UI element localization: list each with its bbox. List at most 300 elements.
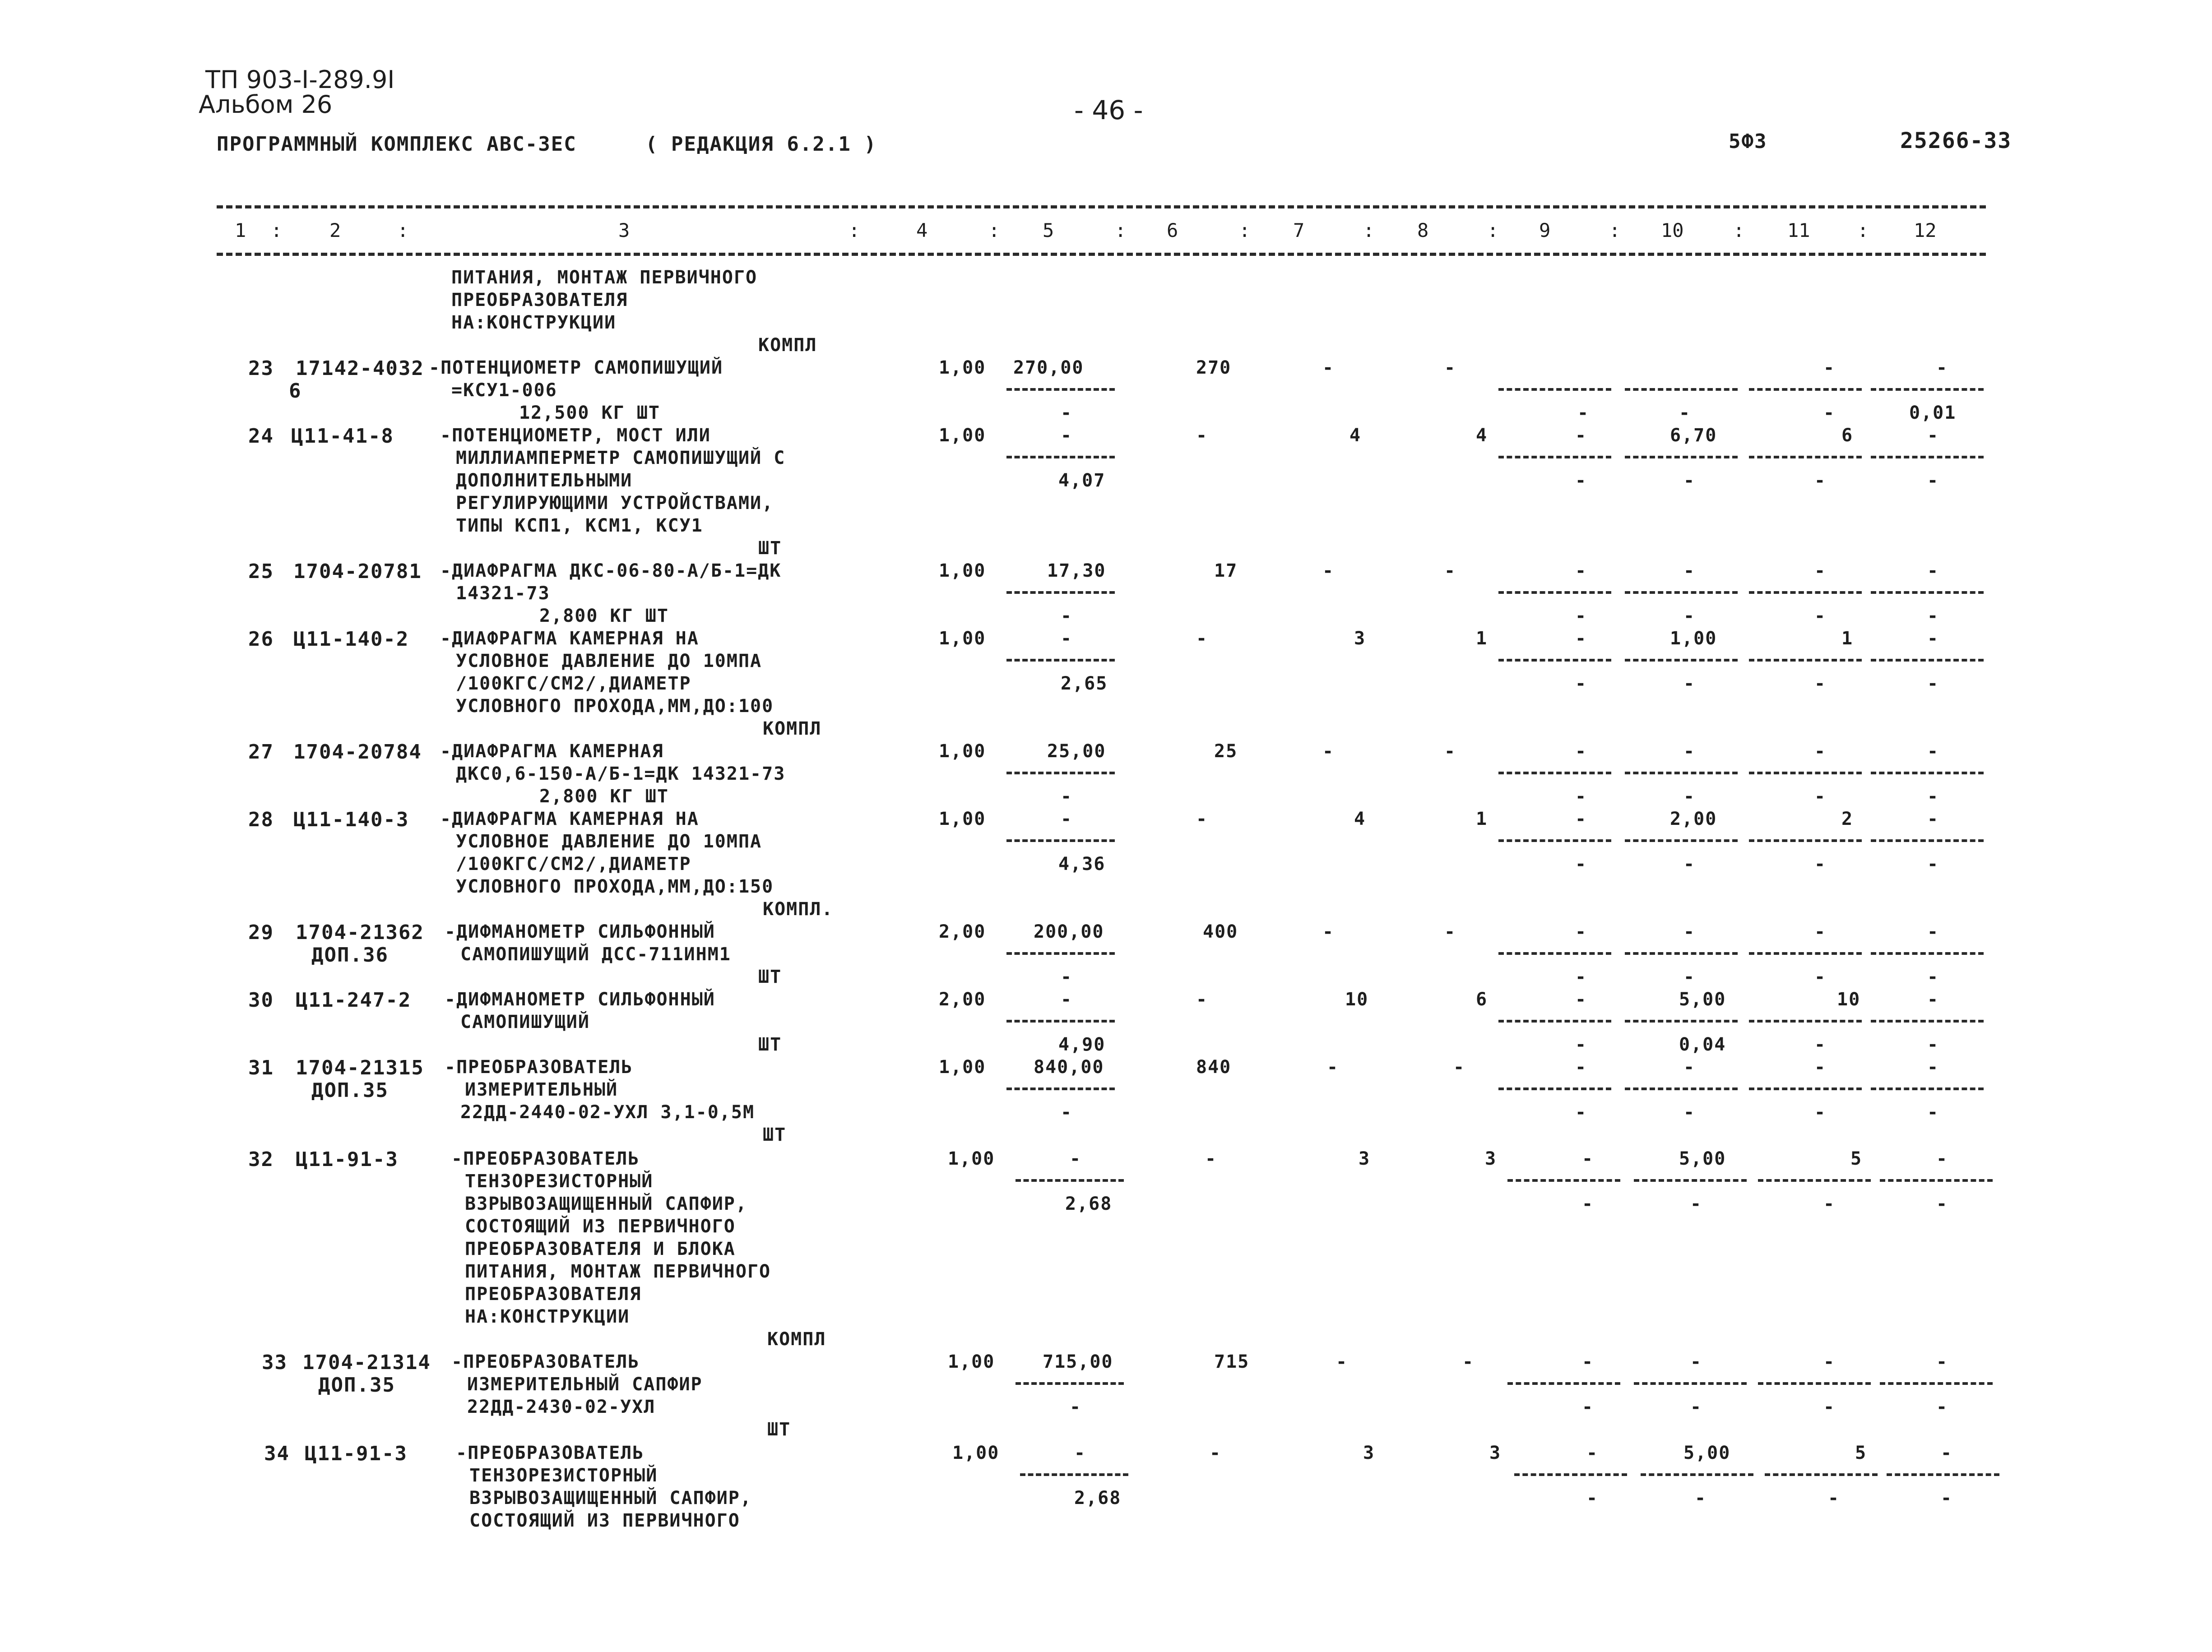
desc-line: -ДИАФРАГМА КАМЕРНАЯ (440, 741, 664, 762)
unit-price: - (1070, 1148, 1082, 1169)
col12-value: - (1941, 1488, 1953, 1509)
col12-value: - (1927, 989, 1939, 1010)
col7-value: 4 (1349, 425, 1362, 446)
col7-value: - (1327, 1057, 1339, 1078)
price-code-sub: ДОП.35 (318, 1374, 395, 1397)
col12-value: - (1927, 1034, 1939, 1055)
col10-value: 5,00 (1679, 1148, 1726, 1169)
column-separator: : (1115, 219, 1127, 241)
desc-line: 22ДД-2440-02-УХЛ 3,1-0,5М (460, 1102, 755, 1123)
column-separator: : (988, 219, 1000, 241)
col12-rule (1871, 388, 1984, 391)
fraction-rule (1016, 1382, 1124, 1385)
col12-value: - (1927, 673, 1939, 694)
col7-value: 10 (1345, 989, 1369, 1010)
column-header: 5 (1043, 219, 1054, 241)
desc-line: НА:КОНСТРУКЦИИ (451, 312, 617, 333)
col10-value: - (1679, 403, 1691, 423)
col8-value: 6 (1476, 989, 1488, 1010)
total-cost: 840 (1196, 1057, 1232, 1078)
col12-value: - (1927, 854, 1939, 875)
price-code: 1704-20781 (293, 560, 422, 583)
col8-value: 3 (1485, 1148, 1497, 1169)
quantity: 2,00 (939, 921, 986, 942)
col10-rule (1625, 591, 1738, 594)
col12-value: - (1936, 1148, 1948, 1169)
quantity: 2,00 (939, 989, 986, 1010)
col10-value: - (1683, 673, 1696, 694)
col9-value: - (1575, 470, 1587, 491)
column-separator: : (1857, 219, 1869, 241)
project-code: ТП 903-I-289.9I (205, 65, 395, 94)
column-header: 6 (1167, 219, 1178, 241)
price-code: 1704-21362 (296, 921, 424, 944)
unit-wage: - (1061, 403, 1073, 423)
col9-value: - (1575, 628, 1587, 649)
desc-line: ВЗРЫВОЗАЩИЩЕННЫЙ САПФИР, (469, 1488, 752, 1509)
col10-rule (1625, 456, 1738, 458)
desc-line: -ПОТЕНЦИОМЕТР, МОСТ ИЛИ (440, 425, 711, 446)
total-cost: - (1196, 809, 1208, 829)
fraction-rule (1020, 1473, 1128, 1476)
unit-label: КОМПЛ (767, 1329, 826, 1350)
col10-value: 5,00 (1683, 1443, 1731, 1463)
col9-value: - (1575, 809, 1587, 829)
col10-rule (1634, 1179, 1747, 1182)
col12-value: - (1927, 741, 1939, 762)
col12-value: - (1936, 1397, 1948, 1417)
col11-value: - (1814, 967, 1827, 987)
col11-value: 6 (1841, 425, 1854, 446)
price-code: 1704-21314 (302, 1351, 431, 1374)
desc-line: ПРЕОБРАЗОВАТЕЛЯ (465, 1284, 642, 1305)
col12-value: - (1927, 1057, 1939, 1078)
position-number: 25 (248, 560, 274, 583)
unit-label: ШТ (758, 538, 782, 559)
col7-value: - (1322, 921, 1335, 942)
quantity: 1,00 (948, 1148, 995, 1169)
desc-line: САМОПИШУЩИЙ ДСС-711ИНМ1 (460, 944, 731, 965)
position-number: 24 (248, 425, 274, 448)
col11-value: 5 (1855, 1443, 1867, 1463)
col11-rule (1758, 1179, 1871, 1182)
col10-value: 5,00 (1679, 989, 1726, 1010)
column-header: 10 (1661, 219, 1684, 241)
col11-rule (1749, 1020, 1862, 1023)
col9-value: - (1575, 786, 1587, 807)
col11-value: - (1823, 1397, 1836, 1417)
quantity: 1,00 (939, 357, 986, 378)
desc-line: -ДИАФРАГМА КАМЕРНАЯ НА (440, 809, 699, 829)
position-number: 33 (262, 1351, 288, 1374)
desc-line: -ДИФМАНОМЕТР СИЛЬФОННЫЙ (445, 921, 715, 942)
col8-value: 4 (1476, 425, 1488, 446)
col9-value: - (1575, 967, 1587, 987)
col11-value: 1 (1841, 628, 1854, 649)
table-top-rule (217, 205, 1986, 208)
column-separator: : (271, 219, 283, 241)
col7-value: 3 (1354, 628, 1366, 649)
quantity: 1,00 (939, 809, 986, 829)
position-number: 23 (248, 357, 274, 380)
col12-value: - (1927, 606, 1939, 626)
col10-value: - (1690, 1397, 1702, 1417)
col12-rule (1880, 1179, 1993, 1182)
col10-rule (1634, 1382, 1747, 1385)
page-number: - 46 - (1074, 95, 1143, 125)
column-header: 4 (916, 219, 928, 241)
col12-rule (1871, 772, 1984, 774)
col10-value: - (1683, 854, 1696, 875)
col10-value: - (1683, 606, 1696, 626)
unit-price: - (1074, 1443, 1086, 1463)
col10-value: - (1690, 1194, 1702, 1214)
col9-rule (1507, 1382, 1620, 1385)
col9-rule (1498, 591, 1611, 594)
col8-value: - (1444, 560, 1456, 581)
col11-value: - (1814, 560, 1827, 581)
col10-rule (1625, 772, 1738, 774)
price-code-sub: ДОП.36 (311, 944, 389, 967)
column-header: 9 (1539, 219, 1551, 241)
col11-rule (1749, 388, 1862, 391)
col11-value: - (1823, 403, 1836, 423)
position-number: 31 (248, 1056, 274, 1079)
position-number: 34 (264, 1442, 290, 1465)
desc-line: УСЛОВНОГО ПРОХОДА,ММ,ДО:100 (456, 696, 774, 717)
total-cost: 400 (1203, 921, 1238, 942)
desc-line: ТЕНЗОРЕЗИСТОРНЫЙ (469, 1465, 658, 1486)
col9-rule (1498, 388, 1611, 391)
col8-value: - (1444, 921, 1456, 942)
col12-rule (1871, 839, 1984, 842)
unit-price: - (1061, 425, 1073, 446)
desc-line: -ДИФМАНОМЕТР СИЛЬФОННЫЙ (445, 989, 715, 1010)
price-code: Ц11-247-2 (296, 989, 412, 1012)
col11-value: - (1814, 1102, 1827, 1123)
table-header-rule (217, 253, 1986, 256)
col12-value: - (1927, 967, 1939, 987)
col11-value: - (1823, 1351, 1836, 1372)
price-code-sub: ДОП.35 (311, 1079, 389, 1102)
column-header: 2 (329, 219, 341, 241)
col9-value: - (1575, 741, 1587, 762)
quantity: 1,00 (952, 1443, 1000, 1463)
col12-value: - (1927, 809, 1939, 829)
sheet-code: 5Ф3 (1729, 130, 1767, 153)
column-header: 3 (618, 219, 630, 241)
col12-value: - (1936, 1194, 1948, 1214)
desc-line: 22ДД-2430-02-УХЛ (467, 1397, 656, 1417)
desc-line: ДКС0,6-150-А/Б-1=ДК 14321-73 (456, 764, 786, 784)
unit-wage: 4,90 (1058, 1034, 1106, 1055)
unit-label: ШТ (758, 967, 782, 987)
col11-rule (1749, 1087, 1862, 1090)
unit-label: КОМПЛ (763, 718, 822, 739)
unit-wage: 2,68 (1074, 1488, 1122, 1509)
col9-value: - (1575, 606, 1587, 626)
col9-value: - (1577, 403, 1590, 423)
col9-value: - (1575, 1034, 1587, 1055)
fraction-rule (1006, 952, 1115, 955)
col12-rule (1887, 1473, 1999, 1476)
desc-line: ПРЕОБРАЗОВАТЕЛЯ И БЛОКА (465, 1239, 736, 1259)
total-cost: - (1205, 1148, 1217, 1169)
fraction-rule (1006, 456, 1115, 458)
col9-value: - (1582, 1397, 1594, 1417)
col10-rule (1625, 1020, 1738, 1023)
desc-line: ТЕНЗОРЕЗИСТОРНЫЙ (465, 1171, 654, 1192)
total-cost: 17 (1214, 560, 1238, 581)
col7-value: 3 (1363, 1443, 1375, 1463)
col10-rule (1641, 1473, 1753, 1476)
col9-value: - (1575, 560, 1587, 581)
col10-value: - (1690, 1351, 1702, 1372)
desc-line: -ПРЕОБРАЗОВАТЕЛЬ (451, 1148, 640, 1169)
quantity: 1,00 (939, 560, 986, 581)
unit-price: 25,00 (1047, 741, 1106, 762)
col12-rule (1871, 591, 1984, 594)
col12-value: - (1927, 628, 1939, 649)
album-label: Альбом 26 (199, 90, 333, 119)
unit-label: ШТ (758, 1034, 782, 1055)
col8-value: - (1453, 1057, 1465, 1078)
col10-rule (1625, 1087, 1738, 1090)
col11-value: - (1814, 1034, 1827, 1055)
col10-value: 2,00 (1670, 809, 1717, 829)
desc-line: ДОПОЛНИТЕЛЬНЫМИ (456, 470, 633, 491)
col7-value: - (1336, 1351, 1348, 1372)
desc-line: РЕГУЛИРУЮЩИМИ УСТРОЙСТВАМИ, (456, 493, 774, 514)
col10-value: 1,00 (1670, 628, 1717, 649)
desc-line: ПИТАНИЯ, МОНТАЖ ПЕРВИЧНОГО (451, 267, 758, 288)
desc-line: ИЗМЕРИТЕЛЬНЫЙ (465, 1079, 618, 1100)
program-name: ПРОГРАММНЫЙ КОМПЛЕКС АВС-ЗЕС (217, 133, 577, 156)
unit-wage: 4,07 (1058, 470, 1106, 491)
col11-value: - (1828, 1488, 1840, 1509)
col12-rule (1880, 1382, 1993, 1385)
col11-rule (1758, 1382, 1871, 1385)
col11-value: - (1814, 470, 1827, 491)
col11-value: - (1814, 786, 1827, 807)
col10-value: - (1695, 1488, 1707, 1509)
total-cost: - (1210, 1443, 1222, 1463)
price-code: 1704-20784 (293, 740, 422, 764)
col12-rule (1871, 456, 1984, 458)
col9-value: - (1575, 673, 1587, 694)
col12-value: - (1927, 921, 1939, 942)
col8-value: - (1462, 1351, 1475, 1372)
unit-label: ШТ (763, 1124, 787, 1145)
col11-value: - (1814, 1057, 1827, 1078)
desc-line: 2,800 КГ ШТ (539, 606, 669, 626)
quantity: 1,00 (939, 425, 986, 446)
column-separator: : (1609, 219, 1621, 241)
fraction-rule (1006, 388, 1115, 391)
total-cost: 715 (1214, 1351, 1250, 1372)
col9-value: - (1575, 989, 1587, 1010)
col11-rule (1765, 1473, 1878, 1476)
price-code: 17142-4032 (296, 357, 424, 380)
col11-value: 2 (1841, 809, 1854, 829)
col11-rule (1749, 839, 1862, 842)
unit-wage: - (1061, 967, 1073, 987)
col9-value: - (1586, 1488, 1599, 1509)
column-header: 8 (1417, 219, 1429, 241)
desc-line: МИЛЛИАМПЕРМЕТР САМОПИШУЩИЙ С (456, 448, 786, 468)
total-cost: - (1196, 628, 1208, 649)
fraction-rule (1006, 1020, 1115, 1023)
fraction-rule (1006, 1087, 1115, 1090)
col11-rule (1749, 659, 1862, 662)
col9-value: - (1582, 1194, 1594, 1214)
col10-rule (1625, 659, 1738, 662)
col12-value: - (1927, 786, 1939, 807)
col9-value: - (1575, 1102, 1587, 1123)
column-separator: : (1487, 219, 1499, 241)
column-separator: : (849, 219, 860, 241)
position-number: 32 (248, 1148, 274, 1171)
col9-value: - (1582, 1148, 1594, 1169)
column-separator: : (397, 219, 409, 241)
position-number: 26 (248, 628, 274, 651)
price-code: Ц11-91-3 (296, 1148, 399, 1171)
desc-line: -ПРЕОБРАЗОВАТЕЛЬ (451, 1351, 640, 1372)
col10-value: - (1683, 470, 1696, 491)
col12-value: - (1936, 1351, 1948, 1372)
desc-line: УСЛОВНОЕ ДАВЛЕНИЕ ДО 10МПА (456, 831, 762, 852)
column-header: 11 (1787, 219, 1810, 241)
fraction-rule (1006, 839, 1115, 842)
unit-price: 17,30 (1047, 560, 1106, 581)
position-number: 27 (248, 740, 274, 764)
col11-value: 5 (1850, 1148, 1863, 1169)
col9-rule (1498, 839, 1611, 842)
col11-value: - (1823, 357, 1836, 378)
col7-value: 4 (1354, 809, 1366, 829)
col12-value: - (1941, 1443, 1953, 1463)
total-cost: 25 (1214, 741, 1238, 762)
col8-value: 1 (1476, 809, 1488, 829)
price-code: Ц11-140-3 (293, 808, 409, 831)
col8-value: - (1444, 741, 1456, 762)
desc-line: ПИТАНИЯ, МОНТАЖ ПЕРВИЧНОГО (465, 1261, 771, 1282)
col9-rule (1498, 1087, 1611, 1090)
col9-rule (1498, 952, 1611, 955)
col12-value: - (1936, 357, 1948, 378)
col10-value: - (1683, 967, 1696, 987)
col11-value: - (1814, 854, 1827, 875)
total-cost: - (1196, 425, 1208, 446)
desc-line: 2,800 КГ ШТ (539, 786, 669, 807)
col12-value: - (1927, 560, 1939, 581)
col11-value: - (1814, 741, 1827, 762)
desc-line: ТИПЫ КСП1, КСМ1, КСУ1 (456, 515, 703, 536)
desc-line: /100КГС/СМ2/,ДИАМЕТР (456, 673, 691, 694)
desc-line: УСЛОВНОЕ ДАВЛЕНИЕ ДО 10МПА (456, 651, 762, 671)
col8-value: 1 (1476, 628, 1488, 649)
unit-label: КОМПЛ. (763, 899, 834, 920)
desc-line: СОСТОЯЩИЙ ИЗ ПЕРВИЧНОГО (469, 1510, 740, 1531)
col10-rule (1625, 388, 1738, 391)
col9-rule (1514, 1473, 1627, 1476)
unit-wage: - (1070, 1397, 1082, 1417)
col11-value: - (1814, 606, 1827, 626)
desc-line: СОСТОЯЩИЙ ИЗ ПЕРВИЧНОГО (465, 1216, 736, 1237)
document-number: 25266-33 (1900, 128, 2012, 153)
col11-value: - (1814, 921, 1827, 942)
col8-value: 3 (1489, 1443, 1502, 1463)
unit-price: - (1061, 809, 1073, 829)
price-code-sub: 6 (289, 379, 302, 403)
desc-line: -ДИАФРАГМА ДКС-06-80-А/Б-1=ДК (440, 560, 782, 581)
fraction-rule (1006, 659, 1115, 662)
quantity: 1,00 (939, 1057, 986, 1078)
desc-line: УСЛОВНОГО ПРОХОДА,ММ,ДО:150 (456, 876, 774, 897)
col9-value: - (1575, 921, 1587, 942)
col12-value: - (1927, 1102, 1939, 1123)
quantity: 1,00 (948, 1351, 995, 1372)
unit-wage: 2,65 (1061, 673, 1108, 694)
col7-value: - (1322, 741, 1335, 762)
col11-rule (1749, 952, 1862, 955)
unit-price: - (1061, 989, 1073, 1010)
col11-value: 10 (1837, 989, 1861, 1010)
position-number: 28 (248, 808, 274, 831)
column-header: 7 (1293, 219, 1305, 241)
price-code: 1704-21315 (296, 1056, 424, 1079)
desc-line: -ПОТЕНЦИОМЕТР САМОПИШУЩИЙ (429, 357, 723, 378)
unit-wage: - (1061, 786, 1073, 807)
column-separator: : (1239, 219, 1251, 241)
price-code: Ц11-41-8 (291, 425, 394, 448)
unit-price: 840,00 (1034, 1057, 1104, 1078)
col9-value: - (1582, 1351, 1594, 1372)
unit-wage: 4,36 (1058, 854, 1106, 875)
col11-value: - (1823, 1194, 1836, 1214)
column-header: 1 (235, 219, 246, 241)
col7-value: - (1322, 357, 1335, 378)
col9-value: - (1575, 425, 1587, 446)
desc-line: -ДИАФРАГМА КАМЕРНАЯ НА (440, 628, 699, 649)
price-code: Ц11-140-2 (293, 628, 409, 651)
col9-value: - (1575, 854, 1587, 875)
col9-rule (1498, 456, 1611, 458)
col7-value: - (1322, 560, 1335, 581)
column-header: 12 (1914, 219, 1937, 241)
col12-value: 0,01 (1909, 403, 1957, 423)
column-separator: : (1733, 219, 1745, 241)
quantity: 1,00 (939, 741, 986, 762)
col12-value: - (1927, 470, 1939, 491)
position-number: 30 (248, 989, 274, 1012)
col9-rule (1507, 1179, 1620, 1182)
col10-value: - (1683, 741, 1696, 762)
col12-rule (1871, 1020, 1984, 1023)
fraction-rule (1006, 772, 1115, 774)
col10-value: - (1683, 1102, 1696, 1123)
unit-price: - (1061, 628, 1073, 649)
col10-value: - (1683, 786, 1696, 807)
unit-wage: - (1061, 1102, 1073, 1123)
col10-rule (1625, 839, 1738, 842)
program-edition: ( РЕДАКЦИЯ 6.2.1 ) (645, 133, 877, 156)
col12-rule (1871, 1087, 1984, 1090)
unit-price: 715,00 (1043, 1351, 1113, 1372)
fraction-rule (1006, 591, 1115, 594)
unit-label: КОМПЛ (758, 335, 817, 356)
col10-value: - (1683, 1057, 1696, 1078)
